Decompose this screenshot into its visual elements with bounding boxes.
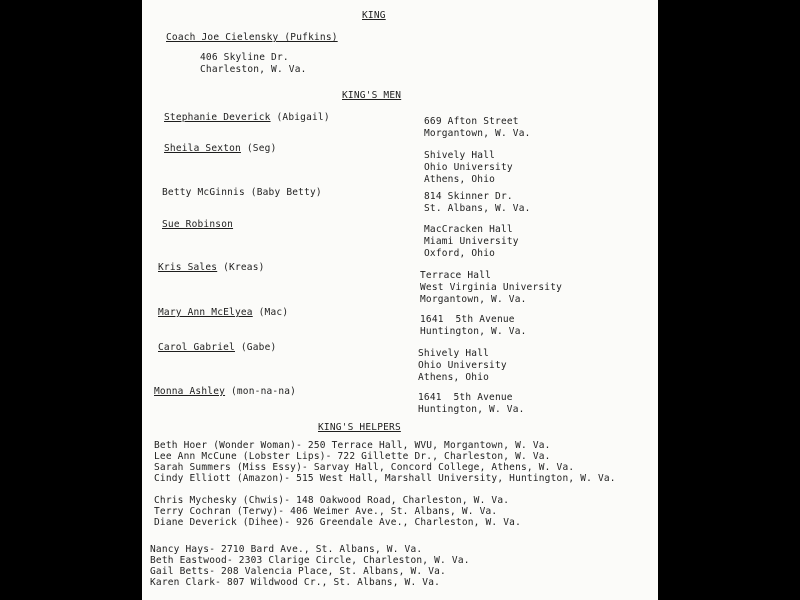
kings-men-address-line: Ohio University xyxy=(418,360,507,371)
kings-men-address-line: 814 Skinner Dr. xyxy=(424,191,513,202)
kings-men-address-line: Athens, Ohio xyxy=(424,174,496,185)
kings-men-heading: KING'S MEN xyxy=(342,90,402,101)
king-heading: KING xyxy=(362,10,386,21)
kings-men-address-line: Ohio University xyxy=(424,162,513,173)
kings-men-address-line: West Virginia University xyxy=(420,282,563,293)
kings-men-address-line: Huntington, W. Va. xyxy=(420,326,527,337)
kings-men-address-line: Oxford, Ohio xyxy=(424,248,496,259)
kings-men-name: Carol Gabriel (Gabe) xyxy=(158,342,277,353)
kings-men-address-line: Huntington, W. Va. xyxy=(418,404,525,415)
kings-men-address-line: Shively Hall xyxy=(424,150,496,161)
helper-line: Nancy Hays- 2710 Bard Ave., St. Albans, W. Va. xyxy=(150,544,423,555)
kings-men-name: Kris Sales (Kreas) xyxy=(158,262,265,273)
kings-men-name: Betty McGinnis (Baby Betty) xyxy=(162,187,322,198)
helper-line: Lee Ann McCune (Lobster Lips)- 722 Gillette Dr., Charleston, W. Va. xyxy=(154,451,551,462)
helper-line: Beth Eastwood- 2303 Clarige Circle, Charleston, W. Va. xyxy=(150,555,470,566)
kings-men-address-line: Morgantown, W. Va. xyxy=(424,128,531,139)
kings-men-name: Sheila Sexton (Seg) xyxy=(164,143,277,154)
kings-men-name: Sue Robinson xyxy=(162,219,234,230)
kings-men-address-line: Morgantown, W. Va. xyxy=(420,294,527,305)
kings-men-address-line: Terrace Hall xyxy=(420,270,492,281)
helper-line: Beth Hoer (Wonder Woman)- 250 Terrace Hall, WVU, Morgantown, W. Va. xyxy=(154,440,551,451)
kings-men-address-line: Athens, Ohio xyxy=(418,372,490,383)
document-page xyxy=(142,0,658,600)
kings-men-address-line: 1641 5th Avenue xyxy=(420,314,515,325)
helper-line: Terry Cochran (Terwy)- 406 Weimer Ave., St. Albans, W. Va. xyxy=(154,506,498,517)
kings-men-address-line: Miami University xyxy=(424,236,519,247)
king-address-line-1: 406 Skyline Dr. xyxy=(200,52,289,63)
helper-line: Sarah Summers (Miss Essy)- Sarvay Hall, Concord College, Athens, W. Va. xyxy=(154,462,575,473)
kings-men-name: Stephanie Deverick (Abigail) xyxy=(164,112,330,123)
kings-men-address-line: St. Albans, W. Va. xyxy=(424,203,531,214)
helper-line: Chris Mychesky (Chwis)- 148 Oakwood Road, Charleston, W. Va. xyxy=(154,495,510,506)
helper-line: Gail Betts- 208 Valencia Place, St. Albans, W. Va. xyxy=(150,566,446,577)
king-name: Coach Joe Cielensky (Pufkins) xyxy=(166,32,338,43)
helper-line: Cindy Elliott (Amazon)- 515 West Hall, Marshall University, Huntington, W. Va. xyxy=(154,473,616,484)
kings-men-name: Monna Ashley (mon-na-na) xyxy=(154,386,297,397)
kings-men-address-line: 669 Afton Street xyxy=(424,116,519,127)
kings-men-name: Mary Ann McElyea (Mac) xyxy=(158,307,289,318)
kings-men-address-line: MacCracken Hall xyxy=(424,224,513,235)
helper-line: Diane Deverick (Dihee)- 926 Greendale Ave., Charleston, W. Va. xyxy=(154,517,522,528)
kings-men-address-line: 1641 5th Avenue xyxy=(418,392,513,403)
kings-helpers-heading: KING'S HELPERS xyxy=(318,422,401,433)
king-address-line-2: Charleston, W. Va. xyxy=(200,64,307,75)
helper-line: Karen Clark- 807 Wildwood Cr., St. Albans, W. Va. xyxy=(150,577,441,588)
kings-men-address-line: Shively Hall xyxy=(418,348,490,359)
